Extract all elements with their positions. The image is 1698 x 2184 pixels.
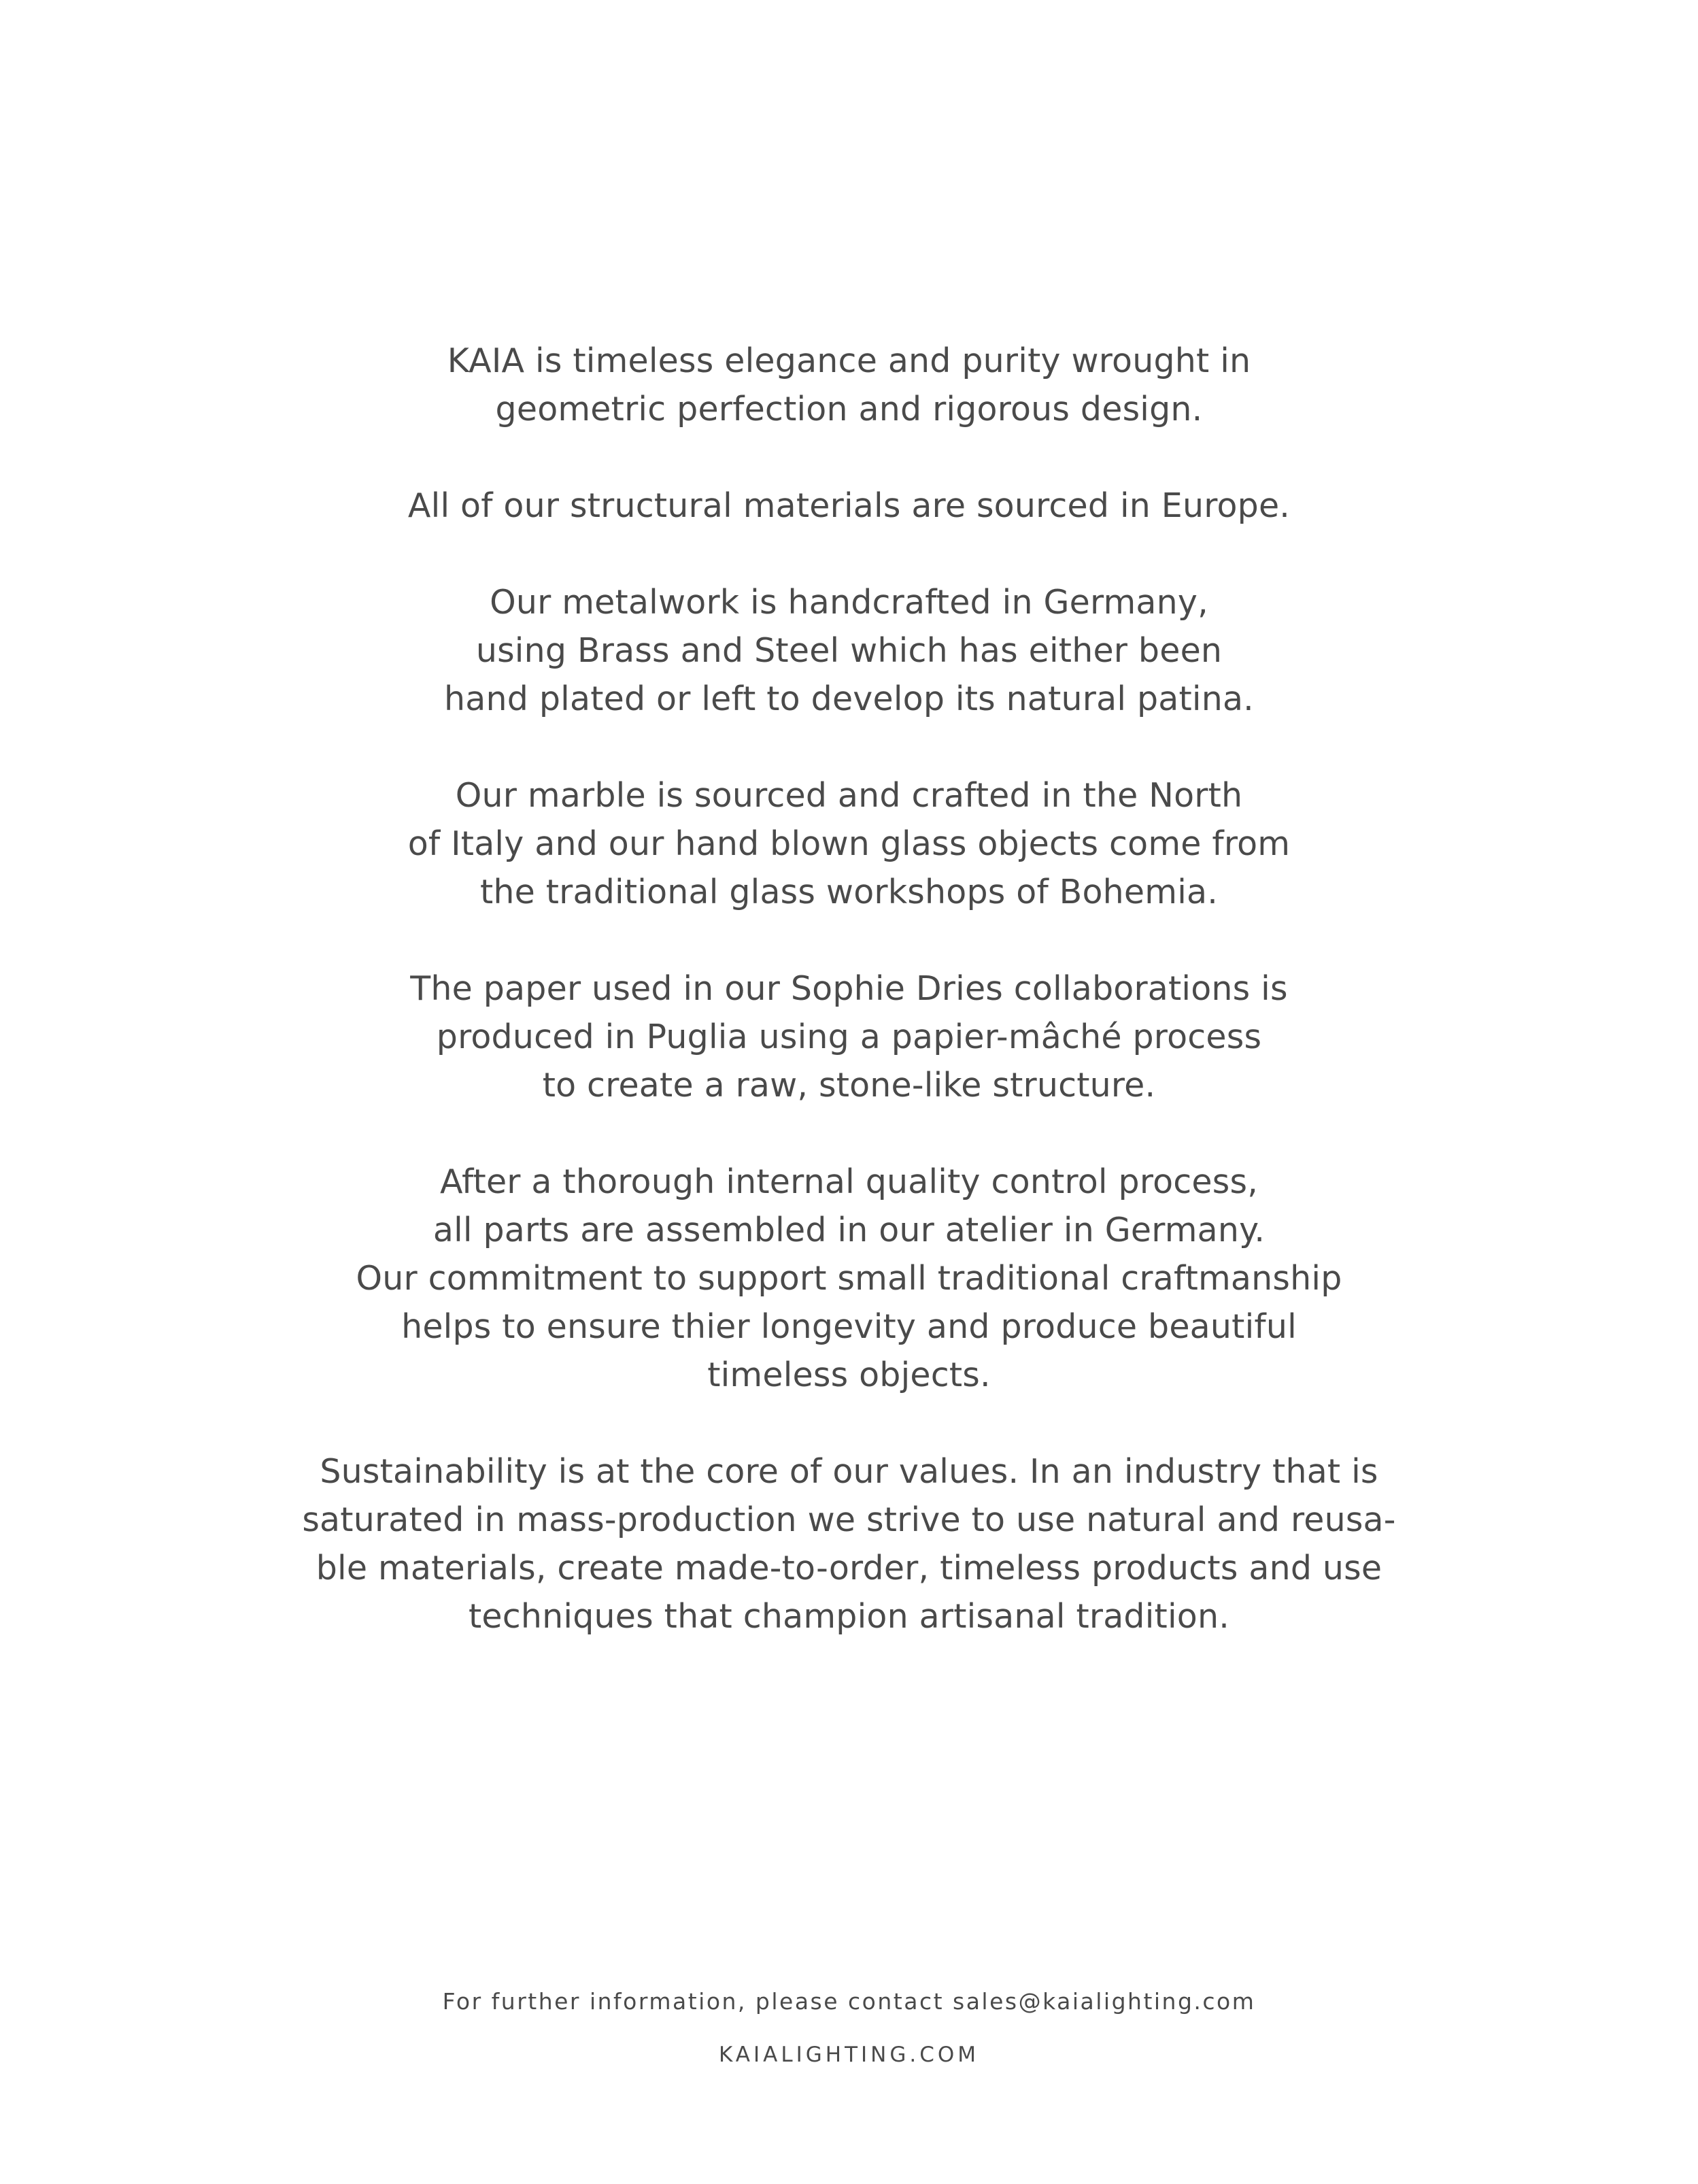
paragraph-line: After a thorough internal quality control process, <box>439 1162 1258 1201</box>
paragraph-line: geometric perfection and rigorous design. <box>495 390 1203 429</box>
body-text <box>0 337 1698 1689</box>
paragraph-line: produced in Puglia using a papier-mâché process <box>436 1018 1262 1056</box>
paragraph-quality <box>0 1158 1698 1399</box>
paragraph-line: timeless objects. <box>707 1356 991 1394</box>
paragraph-line: all parts are assembled in our atelier in Germany. <box>432 1211 1266 1249</box>
paragraph-line: using Brass and Steel which has either been <box>475 631 1223 670</box>
paragraph-line: The paper used in our Sophie Dries collaborations is <box>410 969 1288 1008</box>
paragraph-line: Sustainability is at the core of our values. In an industry that is <box>320 1452 1378 1491</box>
paragraph-paper <box>0 964 1698 1109</box>
paragraph-line: Our commitment to support small traditional craftmanship <box>356 1259 1342 1298</box>
paragraph-line: KAIA is timeless elegance and purity wrought in <box>447 341 1251 380</box>
paragraph-materials <box>0 482 1698 530</box>
paragraph-sustainability <box>0 1447 1698 1641</box>
paragraph-line: Our metalwork is handcrafted in Germany, <box>490 583 1208 622</box>
paragraph-line: helps to ensure thier longevity and produce beautiful <box>401 1307 1297 1346</box>
paragraph-metalwork <box>0 578 1698 723</box>
paragraph-line: ble materials, create made-to-order, timeless products and use <box>316 1549 1382 1587</box>
paragraph-line: saturated in mass-production we strive to use natural and reusa- <box>302 1500 1396 1539</box>
footer-website[interactable]: KAIALIGHTING.COM <box>718 2043 980 2067</box>
paragraph-line: All of our structural materials are sourced in Europe. <box>407 486 1291 525</box>
paragraph-line: hand plated or left to develop its natural patina. <box>444 679 1254 718</box>
paragraph-intro <box>0 337 1698 433</box>
paragraph-line: to create a raw, stone-like structure. <box>542 1066 1156 1105</box>
paragraph-line: the traditional glass workshops of Bohemia. <box>479 873 1219 911</box>
paragraph-line: Our marble is sourced and crafted in the North <box>455 776 1243 815</box>
footer-contact: For further information, please contact sales@kaialighting.com <box>442 1988 1256 2015</box>
paragraph-line: of Italy and our hand blown glass objects come from <box>407 824 1291 863</box>
paragraph-line: techniques that champion artisanal tradition. <box>469 1597 1229 1636</box>
paragraph-marble-glass <box>0 771 1698 916</box>
